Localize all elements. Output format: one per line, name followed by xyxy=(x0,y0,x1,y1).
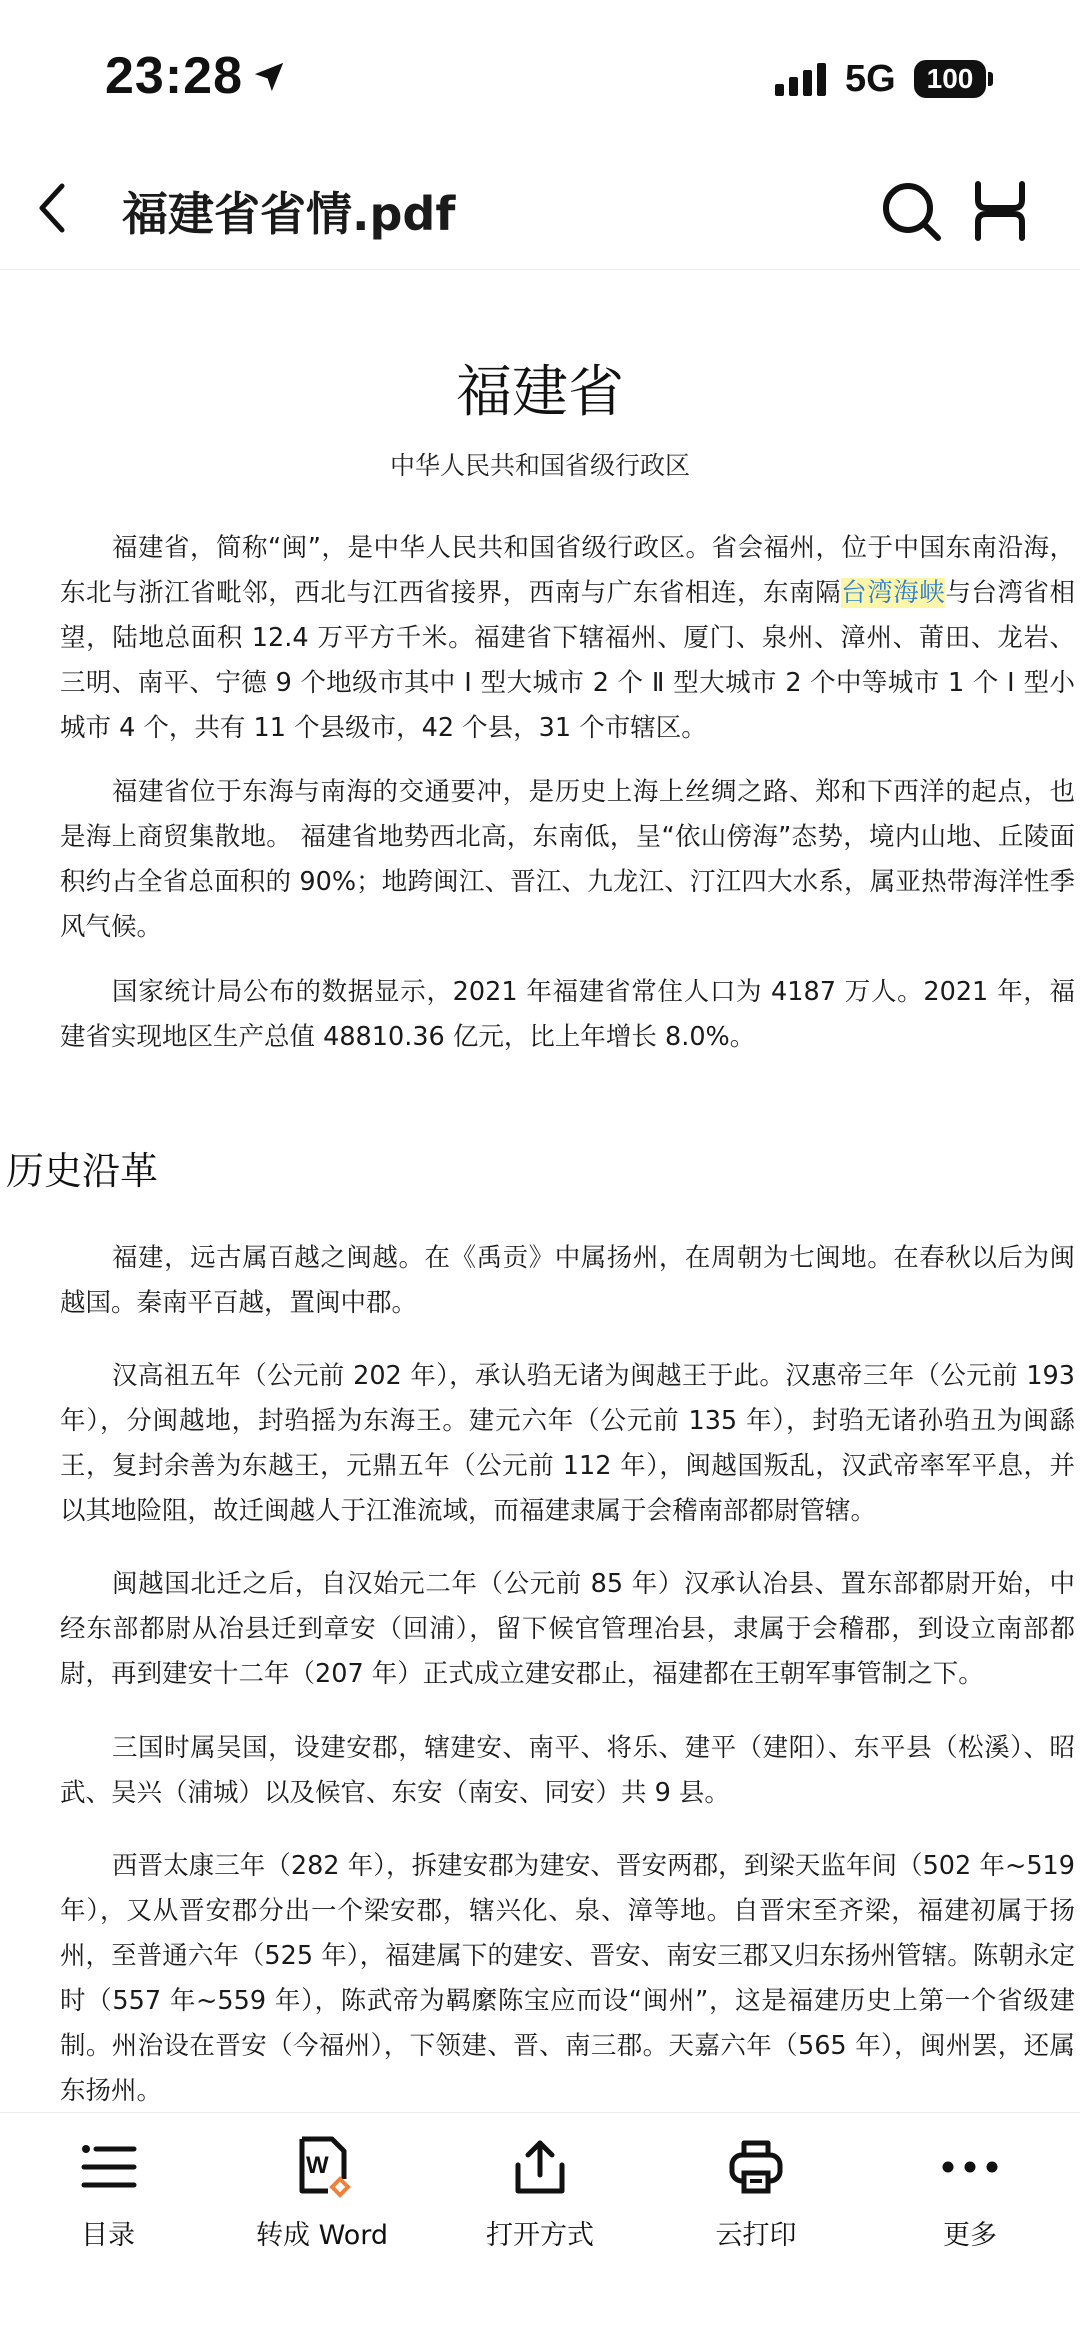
list-icon xyxy=(76,2135,140,2199)
more-label: 更多 xyxy=(943,2220,997,2251)
svg-text:W: W xyxy=(306,2152,329,2179)
toc-button[interactable] xyxy=(8,2135,208,2275)
highlighted-link[interactable]: 台湾海峡 xyxy=(841,578,946,608)
more-dots-icon xyxy=(938,2135,1002,2199)
word-convert-icon xyxy=(290,2135,354,2199)
document-subtitle: 中华人民共和国省级行政区 xyxy=(389,451,690,480)
battery-level: 100 xyxy=(926,63,974,94)
nav-bar xyxy=(0,150,1080,270)
pdf-page[interactable] xyxy=(0,270,1080,2110)
share-icon xyxy=(508,2135,572,2199)
intro-paragraph-1 xyxy=(60,526,1075,751)
section-heading: 历史沿革 xyxy=(6,1149,159,1193)
history-paragraph-4: 三国时属吴国，设建安郡，辖建安、南平、将乐、建平（建阳）、东平县（松溪）、昭武、吴兴（浦城）以及候官、东安（南安、同安）共 9 县。 xyxy=(60,1733,1075,1808)
document-title: 福建省省情.pdf xyxy=(122,187,456,241)
convert-word-button[interactable] xyxy=(222,2135,422,2275)
status-bar xyxy=(0,0,1080,150)
intro-paragraph-2: 福建省位于东海与南海的交通要冲，是历史上海上丝绸之路、郑和下西洋的起点，也是海上商贸集散地。 福建省地势西北高，东南低，呈“依山傍海”态势，境内山地、丘陵面积约占全省总面积的 90%；地跨闽江、晋江、九龙江、汀江四大水系，属亚热带海洋性季风气候。 xyxy=(60,777,1075,942)
history-paragraph-5: 西晋太康三年（282 年），拆建安郡为建安、晋安两郡，到梁天监年间（502 年~519 年），又从晋安郡分出一个梁安郡，辖兴化、泉、漳等地。自晋宋至齐梁，福建初属于扬州，至普通六年（525 年），福建属下的建安、晋安、南安三郡又归东扬州管辖。陈朝永定时（557 年~559 年），陈武帝为羁縻陈宝应而设“闽州”，这是福建历史上第一个省级建制。州治设在晋安（今福州），下领建、晋、南三郡。天嘉六年（565 年），闽州罢，还属东扬州。 xyxy=(60,1851,1075,2106)
intro-text-before: 福建省，简称“闽”，是中华人民共和国省级行政区。省会福州，位于中国东南沿海，东北与浙江省毗邻，西北与江西省接界，西南与广东省相连，东南隔 xyxy=(60,533,1075,608)
cellular-signal-icon xyxy=(775,62,835,98)
back-arrow-icon[interactable] xyxy=(32,178,72,238)
open-with-button[interactable] xyxy=(440,2135,640,2275)
toc-label: 目录 xyxy=(81,2220,135,2251)
open-with-label: 打开方式 xyxy=(486,2220,594,2251)
network-type: 5G xyxy=(845,58,896,100)
history-paragraph-3: 闽越国北迁之后，自汉始元二年（公元前 85 年）汉承认冶县、置东部都尉开始，中经东部都尉从冶县迁到章安（回浦），留下候官管理冶县，隶属于会稽郡，到设立南部都尉，再到建安十二年（207 年）正式成立建安郡止，福建都在王朝军事管制之下。 xyxy=(60,1569,1075,1689)
more-button[interactable] xyxy=(870,2135,1070,2275)
cloud-print-label: 云打印 xyxy=(715,2220,797,2251)
expand-icon[interactable] xyxy=(970,178,1030,244)
bottom-toolbar xyxy=(0,2112,1080,2341)
status-time: 23:28 xyxy=(105,47,243,105)
word-label: 转成 Word xyxy=(256,2220,388,2251)
cloud-print-button[interactable] xyxy=(656,2135,856,2275)
search-icon[interactable] xyxy=(878,178,944,244)
intro-text-after: 与台湾省相望，陆地总面积 12.4 万平方千米。福建省下辖福州、厦门、泉州、漳州、莆田、龙岩、三明、南平、宁德 9 个地级市其中 Ⅰ 型大城市 2 个 Ⅱ 型大城市 2 个中等城市 1 个 Ⅰ 型小城市 4 个，共有 11 个县级市，42 个县，31 个市辖区。 xyxy=(60,578,1075,743)
location-arrow-icon xyxy=(252,60,286,94)
history-paragraph-2: 汉高祖五年（公元前 202 年），承认驺无诸为闽越王于此。汉惠帝三年（公元前 193 年），分闽越地，封驺摇为东海王。建元六年（公元前 135 年），封驺无诸孙驺丑为闽繇王，复封余善为东越王，元鼎五年（公元前 112 年），闽越国叛乱，汉武帝率军平息，并以其地险阻，故迁闽越人于江淮流域，而福建隶属于会稽南部都尉管辖。 xyxy=(60,1361,1075,1526)
printer-icon xyxy=(724,2135,788,2199)
history-paragraph-1: 福建，远古属百越之闽越。在《禹贡》中属扬州，在周朝为七闽地。在春秋以后为闽越国。秦南平百越，置闽中郡。 xyxy=(60,1243,1075,1318)
document-heading: 福建省 xyxy=(456,360,624,425)
intro-paragraph-3: 国家统计局公布的数据显示，2021 年福建省常住人口为 4187 万人。2021 年，福建省实现地区生产总值 48810.36 亿元，比上年增长 8.0%。 xyxy=(60,977,1075,1052)
battery-tip xyxy=(988,72,993,86)
battery-icon xyxy=(914,60,986,98)
